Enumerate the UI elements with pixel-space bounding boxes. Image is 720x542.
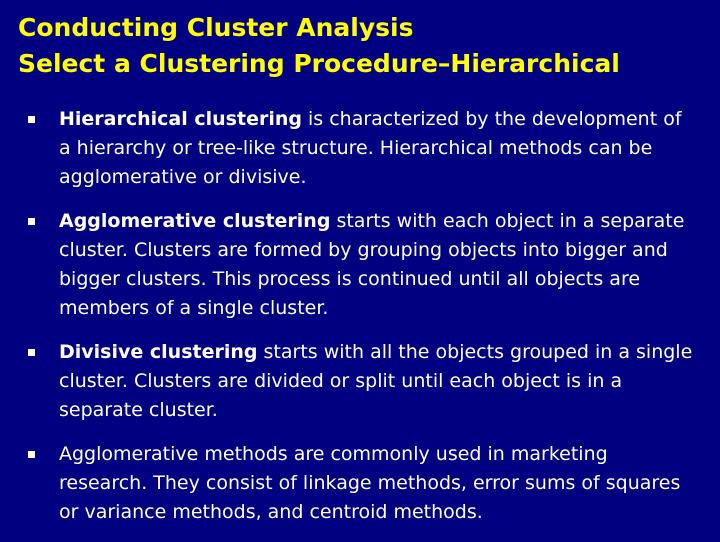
bullet-item-hierarchical bbox=[28, 105, 698, 192]
bullet-text: starts with all the objects grouped in a single cluster. Clusters are divided or split until each object is in a separate cluster. bbox=[59, 341, 693, 421]
bullet-item-divisive bbox=[28, 338, 698, 425]
bullet-text: Agglomerative methods are commonly used in marketing research. They consist of linkage methods, error sums of squares or variance methods, and centroid methods. bbox=[59, 443, 681, 523]
square-bullet-icon bbox=[28, 451, 35, 458]
bullet-text: is characterized by the development of a hierarchy or tree-like structure. Hierarchical methods can be agglomerative or divisive. bbox=[59, 108, 682, 188]
bullet-term: Divisive clustering bbox=[59, 341, 258, 363]
slide-title-line-2: Select a Clustering Procedure–Hierarchical bbox=[18, 49, 620, 78]
slide-title bbox=[18, 10, 620, 82]
square-bullet-icon bbox=[28, 116, 35, 123]
bullet-item-agglomerative bbox=[28, 207, 698, 323]
bullet-term: Agglomerative clustering bbox=[59, 210, 331, 232]
square-bullet-icon bbox=[28, 349, 35, 356]
bullet-text: starts with each object in a separate cluster. Clusters are formed by grouping objects into bigger and bigger clusters. This process is continued until all objects are members of a single cluster. bbox=[59, 210, 685, 319]
bullet-term: Hierarchical clustering bbox=[59, 108, 302, 130]
bullet-item-methods bbox=[28, 440, 698, 527]
bullet-list bbox=[28, 105, 698, 542]
square-bullet-icon bbox=[28, 218, 35, 225]
slide-title-line-1: Conducting Cluster Analysis bbox=[18, 13, 414, 42]
